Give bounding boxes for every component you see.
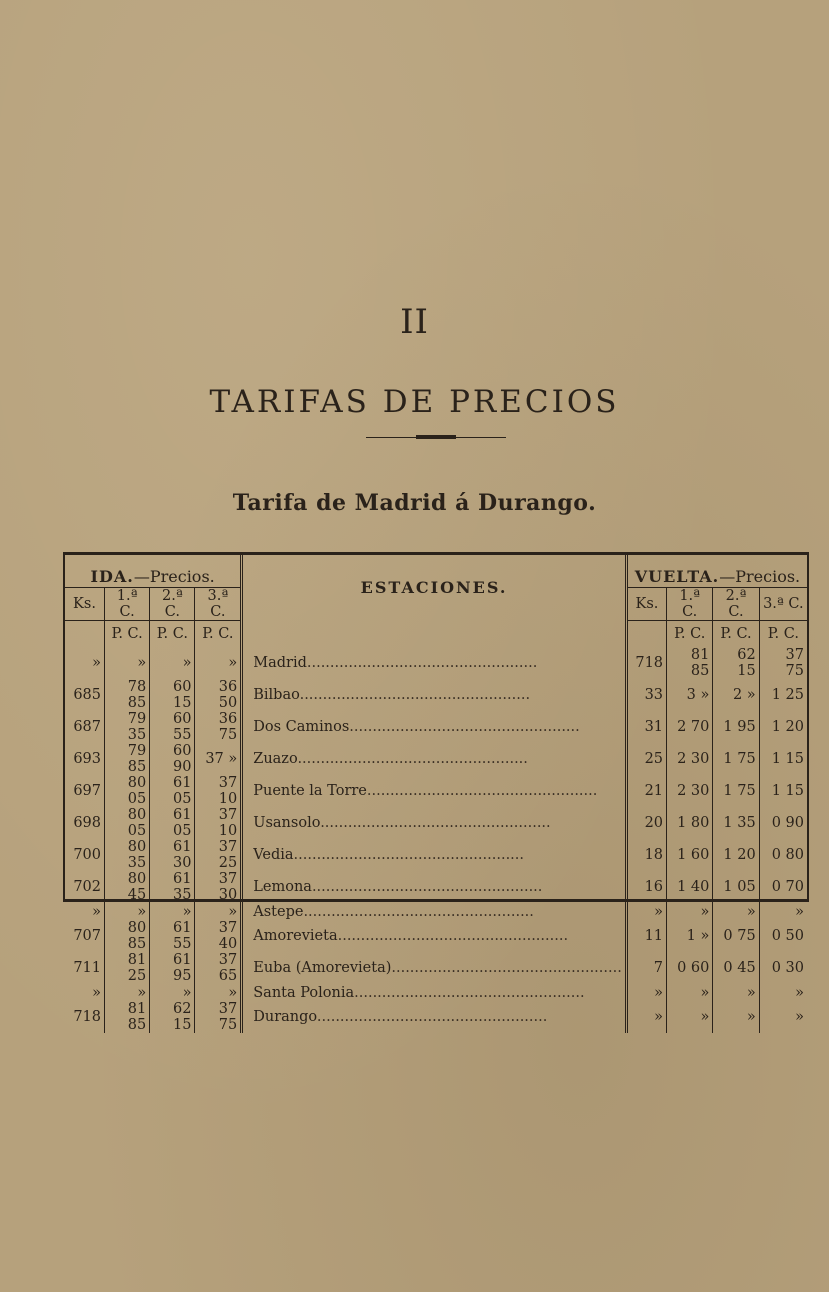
vuelta-2-cell: 1 05: [713, 871, 759, 903]
ida-unit-3: P. C.: [195, 621, 242, 648]
ida-col-2: 2.ª C.: [150, 588, 195, 621]
leader-dots: ..................................................: [297, 751, 528, 767]
station-name: Vedia: [253, 847, 294, 863]
vuelta-ks-cell: 25: [626, 743, 666, 775]
station-name: Zuazo: [253, 751, 298, 767]
vuelta-2-cell: 1 35: [713, 807, 759, 839]
ida-3-cell: »: [195, 984, 242, 1001]
ida-3-cell: 36 75: [195, 711, 242, 743]
ida-3-cell: 37 10: [195, 807, 242, 839]
ida-1-cell: 80 35: [105, 839, 150, 871]
leader-dots: ..................................................: [299, 687, 531, 703]
vuelta-ks-cell: »: [626, 1001, 666, 1033]
ida-3-cell: 37 65: [195, 952, 242, 984]
station-name: Santa Polonia: [253, 984, 355, 1001]
page-title: TARIFAS DE PRECIOS: [209, 384, 620, 420]
station-name: Dos Caminos: [253, 719, 350, 735]
leader-dots: ..................................................: [354, 984, 585, 1001]
vuelta-2-cell: 0 75: [713, 920, 759, 952]
vuelta-3-cell: »: [759, 984, 807, 1001]
station-cell: [242, 920, 627, 952]
ida-1-cell: 79 35: [105, 711, 150, 743]
vuelta-col-ks: Ks.: [626, 588, 666, 621]
ida-2-cell: 62 15: [150, 1001, 195, 1033]
ida-2-cell: 61 30: [150, 839, 195, 871]
vuelta-ks-cell: »: [626, 984, 666, 1001]
ida-3-cell: »: [195, 647, 242, 679]
ida-1-cell: 79 85: [105, 743, 150, 775]
vuelta-1-cell: »: [667, 1001, 713, 1033]
ida-ks-cell: 711: [73, 960, 101, 976]
ida-2-cell: »: [150, 984, 195, 1001]
station-cell: [242, 711, 627, 743]
vuelta-3-cell: »: [759, 1001, 807, 1033]
vuelta-2-cell: 1 20: [713, 839, 759, 871]
ida-1-cell: 81 25: [105, 952, 150, 984]
vuelta-2-cell: 1 75: [713, 775, 759, 807]
vuelta-ks-cell: 18: [626, 839, 666, 871]
ida-1-cell: »: [105, 984, 150, 1001]
table-row: [65, 839, 807, 871]
vuelta-1-cell: »: [667, 984, 713, 1001]
leader-dots: ..................................................: [366, 783, 598, 799]
vuelta-1-cell: 3 »: [667, 679, 713, 711]
ida-1-cell: 80 05: [105, 775, 150, 807]
ida-2-cell: 60 90: [150, 743, 195, 775]
ida-ks-cell: 685: [73, 687, 101, 703]
ida-1-cell: »: [105, 903, 150, 920]
vuelta-ks-cell: 21: [626, 775, 666, 807]
vuelta-ks-cell: »: [626, 903, 666, 920]
leader-dots: ..................................................: [391, 960, 622, 976]
leader-dots: ..................................................: [306, 655, 538, 671]
vuelta-3-cell: 37 75: [759, 647, 807, 679]
ida-unit-1: P. C.: [105, 621, 150, 648]
vuelta-1-cell: 1 60: [667, 839, 713, 871]
ida-3-cell: 37 25: [195, 839, 242, 871]
table-row: [65, 775, 807, 807]
table-row: [65, 1001, 807, 1033]
estaciones-header: ESTACIONES.: [242, 555, 627, 621]
station-name: Amorevieta: [253, 928, 338, 944]
vuelta-unit-2: P. C.: [713, 621, 759, 648]
ida-3-cell: 37 30: [195, 871, 242, 903]
leader-dots: ..................................................: [303, 903, 534, 920]
vuelta-1-cell: 2 30: [667, 775, 713, 807]
tariff-table: [63, 552, 809, 1033]
vuelta-2-cell: 1 95: [713, 711, 759, 743]
station-cell: [242, 807, 627, 839]
ida-2-cell: 61 05: [150, 807, 195, 839]
vuelta-ks-cell: 718: [626, 647, 666, 679]
vuelta-1-cell: 2 70: [667, 711, 713, 743]
ida-col-1: 1.ª C.: [105, 588, 150, 621]
ida-1-cell: 80 05: [105, 807, 150, 839]
vuelta-3-cell: 0 80: [759, 839, 807, 871]
station-cell: [242, 903, 627, 920]
table-row: [65, 952, 807, 984]
ida-3-cell: 37 40: [195, 920, 242, 952]
ida-1-cell: 80 85: [105, 920, 150, 952]
table-row: [65, 903, 807, 920]
station-cell: [242, 839, 627, 871]
vuelta-2-cell: 0 45: [713, 952, 759, 984]
station-name: Puente la Torre: [253, 783, 367, 799]
vuelta-ks-cell: 33: [626, 679, 666, 711]
station-cell: [242, 1001, 627, 1033]
ida-1-cell: 81 85: [105, 1001, 150, 1033]
table-row: [65, 807, 807, 839]
station-name: Durango: [253, 1009, 317, 1025]
vuelta-3-cell: »: [759, 903, 807, 920]
vuelta-1-cell: 1 40: [667, 871, 713, 903]
ida-ks-cell: 697: [73, 783, 101, 799]
table-row: [65, 743, 807, 775]
vuelta-1-cell: 1 80: [667, 807, 713, 839]
leader-dots: ..................................................: [293, 847, 525, 863]
leader-dots: ..................................................: [311, 879, 543, 895]
vuelta-2-cell: »: [713, 1001, 759, 1033]
vuelta-col-2: 2.ª C.: [713, 588, 759, 621]
ida-2-cell: 61 05: [150, 775, 195, 807]
ida-unit-2: P. C.: [150, 621, 195, 648]
title-rule-ornament: [416, 435, 456, 439]
table-row: [65, 679, 807, 711]
vuelta-unit-1: P. C.: [667, 621, 713, 648]
vuelta-col-1: 1.ª C.: [667, 588, 713, 621]
ida-2-cell: »: [150, 647, 195, 679]
vuelta-3-cell: 1 15: [759, 743, 807, 775]
ida-2-cell: 60 15: [150, 679, 195, 711]
station-cell: [242, 984, 627, 1001]
vuelta-col-3: 3.ª C.: [759, 588, 807, 621]
ida-col-ks: Ks.: [65, 588, 105, 621]
leader-dots: ..................................................: [337, 928, 569, 944]
station-cell: [242, 871, 627, 903]
vuelta-2-cell: 62 15: [713, 647, 759, 679]
ida-3-cell: 37 10: [195, 775, 242, 807]
vuelta-ks-cell: 31: [626, 711, 666, 743]
tariff-subtitle: Tarifa de Madrid á Durango.: [232, 490, 597, 516]
ida-ks-cell: 707: [73, 928, 101, 944]
ida-ks-cell: 718: [73, 1009, 101, 1025]
ida-1-cell: 80 45: [105, 871, 150, 903]
vuelta-1-cell: 1 »: [667, 920, 713, 952]
vuelta-3-cell: 1 20: [759, 711, 807, 743]
ida-ks-cell: 700: [73, 847, 101, 863]
vuelta-2-cell: »: [713, 984, 759, 1001]
table-row: [65, 647, 807, 679]
leader-dots: ..................................................: [316, 1009, 548, 1025]
station-name: Lemona: [253, 879, 312, 895]
ida-ks-cell: »: [92, 903, 101, 920]
ida-3-cell: 36 50: [195, 679, 242, 711]
ida-ks-cell: »: [92, 655, 101, 671]
table-row: [65, 871, 807, 903]
station-name: Madrid: [253, 655, 307, 671]
ida-2-cell: 60 55: [150, 711, 195, 743]
vuelta-ks-cell: 11: [626, 920, 666, 952]
station-name: Euba (Amorevieta): [253, 960, 392, 976]
ida-1-cell: »: [105, 647, 150, 679]
ida-header: IDA.—Precios.: [90, 567, 215, 586]
ida-ks-cell: 702: [73, 879, 101, 895]
ida-3-cell: 37 »: [195, 743, 242, 775]
table-row: [65, 920, 807, 952]
vuelta-ks-cell: 16: [626, 871, 666, 903]
leader-dots: ..................................................: [349, 719, 580, 735]
ida-3-cell: »: [195, 903, 242, 920]
vuelta-1-cell: »: [667, 903, 713, 920]
vuelta-unit-3: P. C.: [759, 621, 807, 648]
ida-2-cell: 61 95: [150, 952, 195, 984]
vuelta-1-cell: 0 60: [667, 952, 713, 984]
vuelta-1-cell: 81 85: [667, 647, 713, 679]
station-name: Usansolo: [253, 815, 321, 831]
vuelta-ks-cell: 7: [626, 952, 666, 984]
section-number: II: [400, 302, 429, 342]
vuelta-header: VUELTA.—Precios.: [626, 555, 807, 588]
vuelta-2-cell: »: [713, 903, 759, 920]
vuelta-ks-cell: 20: [626, 807, 666, 839]
ida-2-cell: »: [150, 903, 195, 920]
ida-2-cell: 61 55: [150, 920, 195, 952]
vuelta-2-cell: 1 75: [713, 743, 759, 775]
station-name: Bilbao: [253, 687, 300, 703]
ida-1-cell: 78 85: [105, 679, 150, 711]
vuelta-3-cell: 1 15: [759, 775, 807, 807]
ida-ks-cell: »: [92, 984, 101, 1001]
station-cell: [242, 775, 627, 807]
station-cell: [242, 679, 627, 711]
vuelta-3-cell: 0 90: [759, 807, 807, 839]
vuelta-2-cell: 2 »: [713, 679, 759, 711]
vuelta-1-cell: 2 30: [667, 743, 713, 775]
ida-ks-cell: 698: [73, 815, 101, 831]
ida-2-cell: 61 35: [150, 871, 195, 903]
ida-ks-cell: 693: [73, 751, 101, 767]
vuelta-3-cell: 0 50: [759, 920, 807, 952]
vuelta-3-cell: 0 30: [759, 952, 807, 984]
station-cell: [242, 647, 627, 679]
ida-3-cell: 37 75: [195, 1001, 242, 1033]
table-row: [65, 984, 807, 1001]
leader-dots: ..................................................: [320, 815, 551, 831]
vuelta-3-cell: 1 25: [759, 679, 807, 711]
table-row: [65, 711, 807, 743]
vuelta-3-cell: 0 70: [759, 871, 807, 903]
ida-ks-cell: 687: [73, 719, 101, 735]
station-cell: [242, 743, 627, 775]
ida-col-3: 3.ª C.: [195, 588, 242, 621]
station-name: Astepe: [253, 903, 304, 920]
station-cell: [242, 952, 627, 984]
